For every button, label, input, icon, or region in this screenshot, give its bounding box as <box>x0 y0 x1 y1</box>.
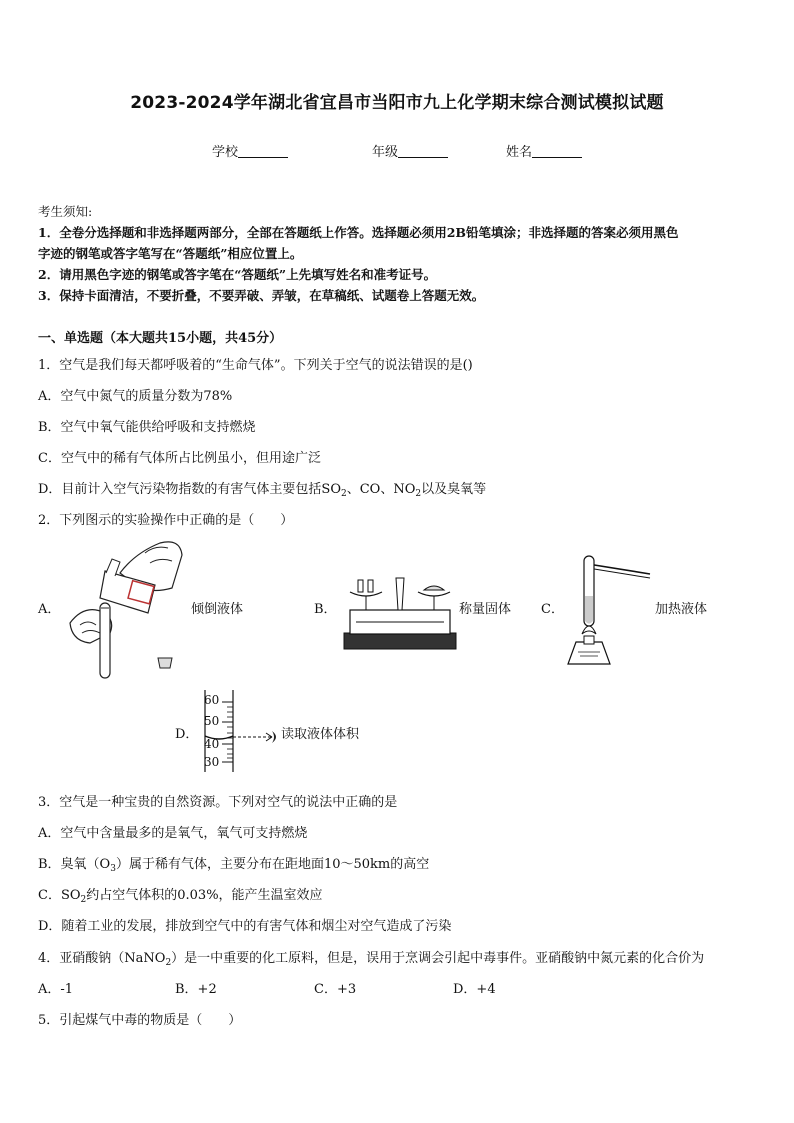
q4-option-c: C．+3 <box>314 982 357 997</box>
balance-illustration <box>336 568 461 654</box>
grade-label: 年级 <box>372 145 399 160</box>
q1-option-c: C．空气中的稀有气体所占比例虽小，但用途广泛 <box>38 451 321 466</box>
pouring-liquid-illustration <box>60 533 190 683</box>
page-title: 2023-2024学年湖北省宜昌市当阳市九上化学期末综合测试模拟试题 <box>130 93 664 113</box>
cylinder-tick-50: 50 <box>204 714 220 728</box>
notice-item-1: 1．全卷分选择题和非选择题两部分，全部在答题纸上作答。选择题必须用2B铅笔填涂；非选择题的答案必须用黑色 <box>38 225 679 240</box>
q1-option-b: B．空气中氧气能供给呼吸和支持燃烧 <box>38 420 256 435</box>
school-label: 学校 <box>212 145 239 160</box>
name-label: 姓名 <box>506 145 533 160</box>
q5-stem: 5．引起煤气中毒的物质是（ ） <box>38 1013 242 1028</box>
school-blank <box>238 145 288 158</box>
grade-blank <box>398 145 448 158</box>
q2-option-a-letter: A． <box>38 602 61 617</box>
notice-item-1-cont: 字迹的钢笔或答字笔写在“答题纸”相应位置上。 <box>38 246 303 261</box>
cylinder-tick-40: 40 <box>204 737 220 751</box>
q1-option-a: A．空气中氮气的质量分数为78% <box>38 389 233 404</box>
q2-option-c-label: 加热液体 <box>655 602 708 617</box>
school-field <box>212 141 288 160</box>
q2-option-b-letter: B． <box>314 602 337 617</box>
name-blank <box>532 145 582 158</box>
q3-option-a: A．空气中含量最多的是氧气，氧气可支持燃烧 <box>38 826 308 841</box>
cylinder-tick-60: 60 <box>204 693 220 707</box>
q1-stem: 1．空气是我们每天都呼吸着的“生命气体”。下列关于空气的说法错误的是() <box>38 358 473 373</box>
section-heading: 一、单选题（本大题共15小题，共45分） <box>38 331 283 346</box>
q2-stem: 2．下列图示的实验操作中正确的是（ ） <box>38 513 294 528</box>
q4-option-b: B．+2 <box>175 982 217 997</box>
name-field <box>506 141 582 160</box>
q4-option-d: D．+4 <box>453 982 496 997</box>
grade-field <box>372 141 448 160</box>
q3-stem: 3．空气是一种宝贵的自然资源。下列对空气的说法中正确的是 <box>38 795 398 810</box>
notice-heading: 考生须知: <box>38 204 93 219</box>
q2-option-d-label: 读取液体体积 <box>281 727 360 742</box>
q2-option-c-letter: C． <box>541 602 564 617</box>
heating-liquid-illustration <box>570 556 655 668</box>
q3-option-d: D．随着工业的发展，排放到空气中的有害气体和烟尘对空气造成了污染 <box>38 919 452 934</box>
notice-item-2: 2．请用黑色字迹的钢笔或答字笔在“答题纸”上先填写姓名和准考证号。 <box>38 267 437 282</box>
cylinder-tick-30: 30 <box>204 755 220 769</box>
q2-option-b-label: 称量固体 <box>459 602 512 617</box>
q2-option-d-letter: D． <box>175 727 199 742</box>
q1-option-d: D．目前计入空气污染物指数的有害气体主要包括$SO_2$、CO、$NO_2$以及臭氧等 <box>38 482 487 499</box>
notice-block <box>38 201 758 306</box>
q4-option-a: A．-1 <box>38 982 74 997</box>
q3-option-b: B．臭氧$(O_3)$属于稀有气体，主要分布在距地面10～50km的高空 <box>38 857 430 874</box>
q4-stem: 4．亚硝酸钠（NaNO$_2$）是一中重要的化工原料，但是，误用于烹调会引起中毒事件。亚硝酸钠中氮元素的化合价为 <box>38 951 705 968</box>
notice-item-3: 3．保持卡面清洁，不要折叠，不要弄破、弄皱，在草稿纸、试题卷上答题无效。 <box>38 288 485 303</box>
q2-option-a-label: 倾倒液体 <box>191 602 244 617</box>
q3-option-c: C．$SO_2$约占空气体积的0.03%，能产生温室效应 <box>38 888 323 905</box>
